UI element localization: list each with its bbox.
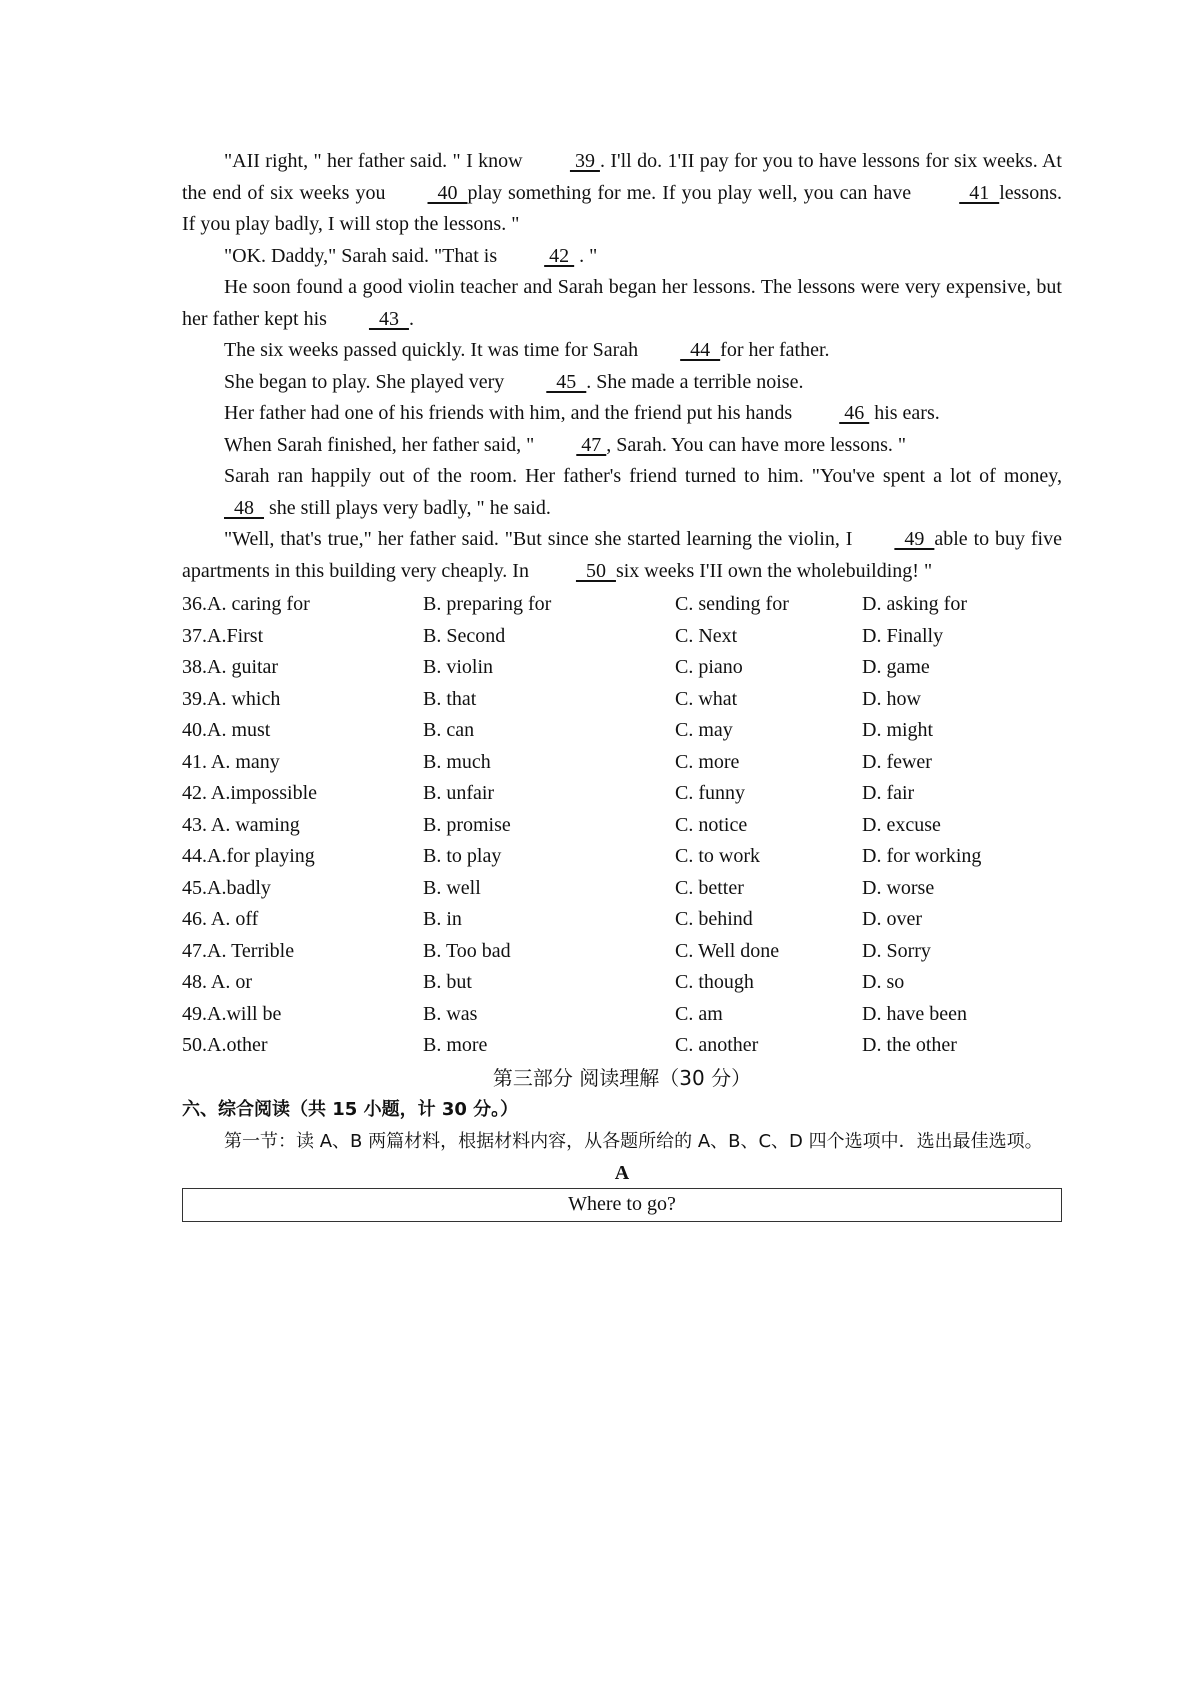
option-b: B. in xyxy=(423,908,462,930)
section-heading: 六、综合阅读（共 15 小题，计 30 分。） xyxy=(182,1098,519,1120)
passage-text: able to buy five apartments in this building very cheaply. In xyxy=(182,528,1062,582)
passage-text: , Sarah. You can have more lessons. " xyxy=(606,433,907,456)
passage-text: Her father had one of his friends with him, and the friend put his hands xyxy=(224,402,798,424)
option-row xyxy=(182,904,1062,936)
section-instruction: 第一节：读 A、B 两篇材料，根据材料内容，从各题所给的 A、B、C、D 四个选项中．选出最佳选项。 xyxy=(224,1130,1043,1152)
option-d: D. Finally xyxy=(862,624,944,647)
passage-title-box xyxy=(182,1188,1062,1222)
option-a: 42. A.impossible xyxy=(182,782,318,804)
option-row xyxy=(182,873,1062,905)
option-c: C. Well done xyxy=(675,939,780,962)
option-c: C. what xyxy=(675,687,738,710)
option-row xyxy=(182,810,1062,842)
passage-text: . I'll do. 1'II pay for you to have lessons for six weeks. At the end of six weeks you xyxy=(182,150,1062,204)
option-a: 49.A.will be xyxy=(182,1002,282,1025)
option-a: 36.A. caring for xyxy=(182,593,310,615)
option-b: B. unfair xyxy=(423,782,495,804)
passage-paragraph xyxy=(182,335,1062,367)
option-b: B. violin xyxy=(423,656,494,678)
option-d: D. game xyxy=(862,656,930,678)
passage-letter: A xyxy=(614,1161,630,1184)
blank-47: 47 xyxy=(576,433,607,456)
option-c: C. may xyxy=(675,719,733,741)
option-row xyxy=(182,936,1062,968)
option-c: C. notice xyxy=(675,813,748,836)
option-c: C. better xyxy=(675,876,744,899)
passage-text: Sarah ran happily out of the room. Her father's friend turned to him. "You've spent a lot of money, xyxy=(224,465,1062,487)
blank-42: 42 xyxy=(544,244,575,267)
option-d: D. asking for xyxy=(862,593,967,615)
option-b: B. was xyxy=(423,1002,478,1025)
passage-paragraph xyxy=(182,367,1062,399)
passage-text: . " xyxy=(574,244,598,267)
section-title: 第三部分 阅读理解（30 分） xyxy=(492,1065,752,1090)
option-row xyxy=(182,589,1062,621)
passage-text: lessons. If you play badly, I will stop the lessons. " xyxy=(182,181,1062,235)
option-row xyxy=(182,778,1062,810)
blank-46: 46 xyxy=(839,402,870,424)
option-c: C. am xyxy=(675,1002,723,1025)
option-a: 37.A.First xyxy=(182,624,264,647)
option-row xyxy=(182,747,1062,779)
option-a: 46. A. off xyxy=(182,908,259,930)
option-a: 44.A.for playing xyxy=(182,845,315,867)
blank-49: 49 xyxy=(894,528,935,550)
passage-text: six weeks I'II own the wholebuilding! " xyxy=(615,559,933,582)
option-a: 45.A.badly xyxy=(182,876,271,899)
passage-paragraph xyxy=(182,241,1062,273)
option-a: 40.A. must xyxy=(182,719,271,741)
option-d: D. fair xyxy=(862,782,915,804)
option-row xyxy=(182,1030,1062,1062)
option-d: D. Sorry xyxy=(862,939,931,962)
passage-title: Where to go? xyxy=(568,1193,676,1215)
option-c: C. Next xyxy=(675,624,738,647)
option-a: 39.A. which xyxy=(182,687,281,710)
passage-text: . xyxy=(408,307,414,330)
option-b: B. promise xyxy=(423,813,511,836)
blank-48: 48 xyxy=(224,496,264,519)
option-d: D. fewer xyxy=(862,750,932,773)
option-a: 47.A. Terrible xyxy=(182,939,295,962)
option-row xyxy=(182,715,1062,747)
passage-text: she still plays very badly, " he said. xyxy=(264,496,551,519)
option-row xyxy=(182,841,1062,873)
passage-paragraph xyxy=(182,398,1062,430)
option-a: 38.A. guitar xyxy=(182,656,279,678)
blank-43: 43 xyxy=(368,307,409,330)
passage-paragraph xyxy=(182,146,1062,241)
blank-44: 44 xyxy=(680,339,721,361)
option-row xyxy=(182,967,1062,999)
option-row xyxy=(182,684,1062,716)
passage-text: for her father. xyxy=(720,339,830,361)
passage-text: When Sarah finished, her father said, " xyxy=(224,433,535,456)
passage-text: She began to play. She played very xyxy=(224,370,505,393)
passage-text: play something for me. If you play well, you can have xyxy=(467,181,918,204)
passage-paragraph xyxy=(182,430,1062,462)
passage-text: "AII right, " her father said. " I know xyxy=(224,150,528,172)
option-c: C. more xyxy=(675,750,740,773)
passage-paragraph xyxy=(182,461,1062,524)
option-d: D. the other xyxy=(862,1034,957,1056)
option-b: B. more xyxy=(423,1034,488,1056)
passage-text: The six weeks passed quickly. It was time for Sarah xyxy=(224,339,639,361)
passage-text: "OK. Daddy," Sarah said. "That is xyxy=(224,244,503,267)
option-d: D. how xyxy=(862,687,921,710)
passage-text: "Well, that's true," her father said. "But since she started learning the violin, I xyxy=(224,528,853,550)
passage-text: his ears. xyxy=(869,402,940,424)
passage-paragraph xyxy=(182,272,1062,335)
option-b: B. Second xyxy=(423,624,506,647)
option-d: D. so xyxy=(862,971,905,993)
option-a: 41. A. many xyxy=(182,750,280,773)
option-a: 50.A.other xyxy=(182,1034,268,1056)
option-b: B. but xyxy=(423,971,472,993)
blank-39: 39 xyxy=(569,150,600,172)
option-c: C. behind xyxy=(675,908,753,930)
option-c: C. sending for xyxy=(675,593,789,615)
option-a: 48. A. or xyxy=(182,971,252,993)
option-c: C. to work xyxy=(675,845,760,867)
options-table xyxy=(182,589,1062,1062)
option-d: D. excuse xyxy=(862,813,941,836)
option-row xyxy=(182,652,1062,684)
option-b: B. that xyxy=(423,687,477,710)
option-c: C. piano xyxy=(675,656,743,678)
option-d: D. might xyxy=(862,719,934,741)
option-b: B. preparing for xyxy=(423,593,552,615)
option-row xyxy=(182,621,1062,653)
passage-text: He soon found a good violin teacher and Sarah began her lessons. The lessons were very expensive, but her father kept his xyxy=(182,276,1062,330)
passage-paragraph xyxy=(182,524,1062,587)
blank-50: 50 xyxy=(575,559,616,582)
option-row xyxy=(182,999,1062,1031)
option-d: D. over xyxy=(862,908,922,930)
blank-45: 45 xyxy=(546,370,587,393)
option-b: B. can xyxy=(423,719,475,741)
option-a: 43. A. waming xyxy=(182,813,300,836)
passage-text: . She made a terrible noise. xyxy=(586,370,804,393)
option-b: B. Too bad xyxy=(423,939,511,962)
option-d: D. for working xyxy=(862,845,982,867)
option-d: D. worse xyxy=(862,876,935,899)
option-c: C. another xyxy=(675,1034,759,1056)
option-c: C. though xyxy=(675,971,754,993)
option-c: C. funny xyxy=(675,782,745,804)
exam-page xyxy=(182,146,1062,1222)
option-b: B. much xyxy=(423,750,491,773)
option-d: D. have been xyxy=(862,1002,967,1025)
option-b: B. well xyxy=(423,876,481,899)
blank-40: 40 xyxy=(427,181,468,204)
option-b: B. to play xyxy=(423,845,502,867)
blank-41: 41 xyxy=(959,181,1000,204)
